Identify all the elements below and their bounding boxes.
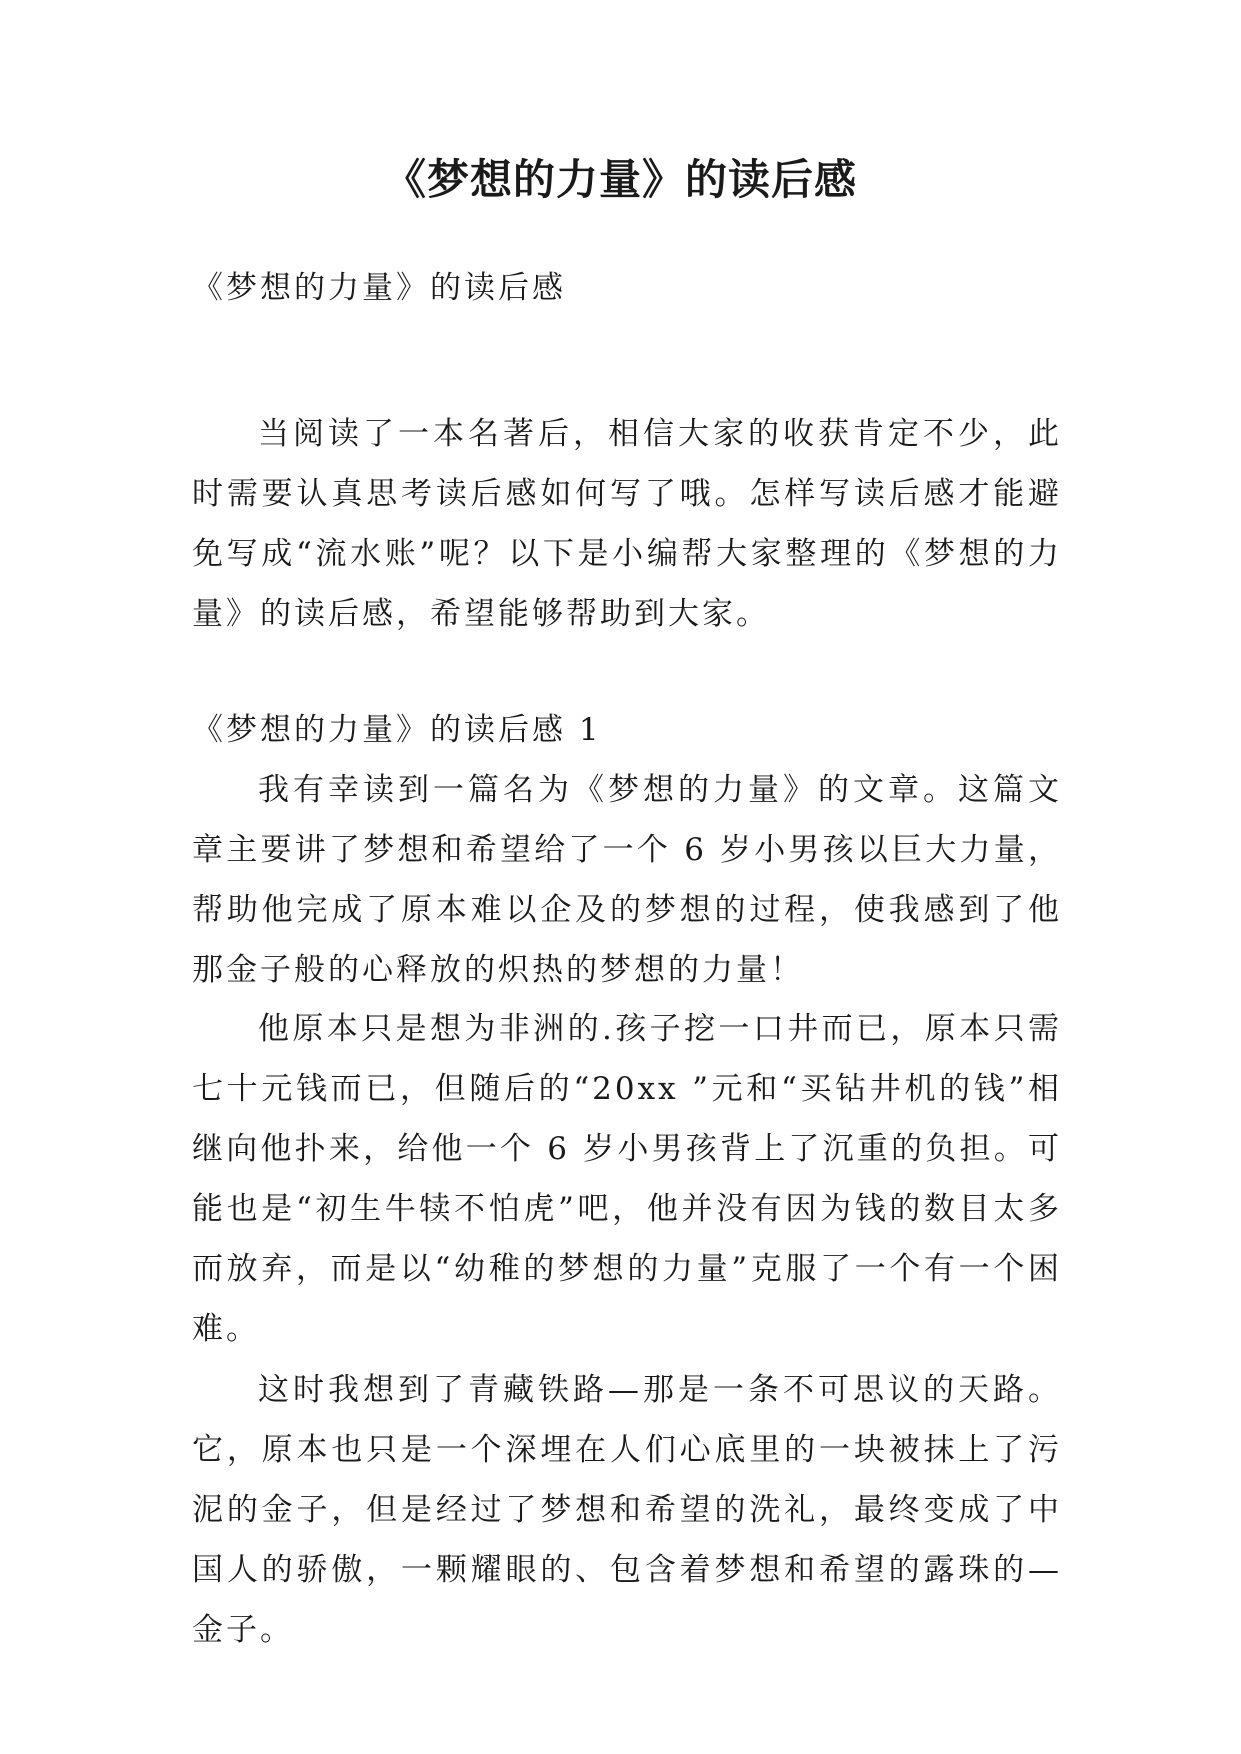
document-title: 《梦想的力量》的读后感 [383,155,857,204]
body-paragraph-1: 我有幸读到一篇名为《梦想的力量》的文章。这篇文章主要讲了梦想和希望给了一个 6 岁小男孩以巨大力量，帮助他完成了原本难以企及的梦想的过程，使我感到了他那金子般的心释放的炽热的梦想的力量！ [192,772,1062,988]
body-paragraph-2: 他原本只是想为非洲的.孩子挖一口井而已，原本只需七十元钱而已，但随后的“20xx ”元和“买钻井机的钱”相继向他扑来，给他一个 6 岁小男孩背上了沉重的负担。可能也是“初生牛犊不怕虎”吧，他并没有因为钱的数目太多而放弃，而是以“幼稚的梦想的力量”克服了一个有一个困难。 [192,1011,1062,1347]
document-subtitle: 《梦想的力量》的读后感 [192,270,566,306]
section-title: 《梦想的力量》的读后感 1 [192,712,602,748]
intro-paragraph: 当阅读了一本名著后，相信大家的收获肯定不少，此时需要认真思考读后感如何写了哦。怎样写读后感才能避免写成“流水账”呢？以下是小编帮大家整理的《梦想的力量》的读后感，希望能够帮助到大家。 [192,416,1062,632]
body-paragraph-3: 这时我想到了青藏铁路—那是一条不可思议的天路。它，原本也只是一个深埋在人们心底里的一块被抹上了污泥的金子，但是经过了梦想和希望的洗礼，最终变成了中国人的骄傲，一颗耀眼的、包含着梦想和希望的露珠的—金子。 [192,1372,1062,1648]
